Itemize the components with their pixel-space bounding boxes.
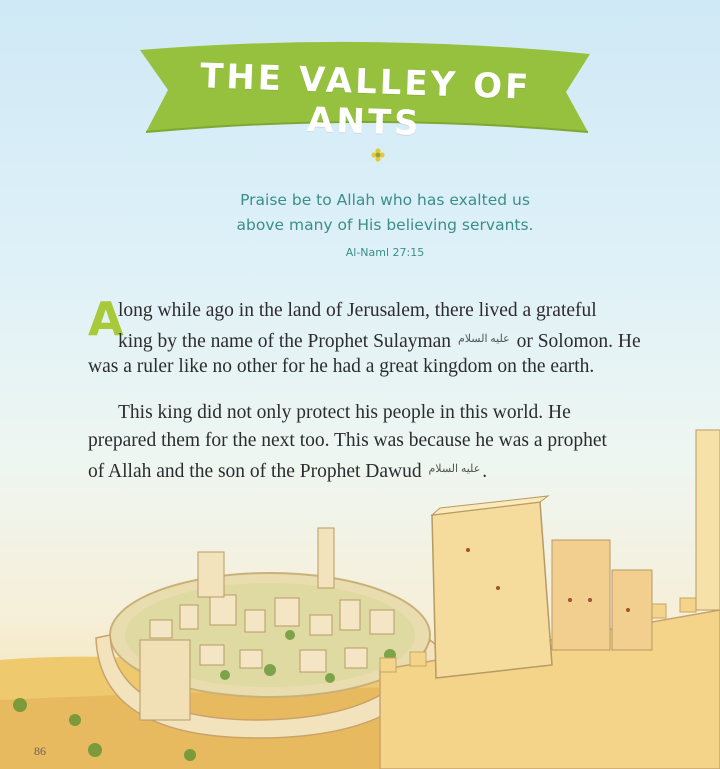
drop-cap: A (88, 292, 124, 346)
page-title: THE VALLEY OF ANTS (199, 56, 532, 144)
paragraph-2-line-2: prepared them for the next too. This was because he was a prophet (88, 430, 607, 451)
quote-line-2: above many of His believing servants. (236, 216, 534, 234)
paragraph-1-line-2b: or Solomon. He (516, 331, 641, 352)
paragraph-2-line-3: of Allah and the son of the Prophet Dawud $^{عليه السلام}$ . (88, 461, 488, 482)
quote-reference: Al-Naml 27:15 (345, 246, 425, 259)
paragraph-1-line-2 (118, 326, 641, 355)
flower-ornament-icon (371, 148, 385, 162)
paragraph-2-line-3-text: of Allah and the son of the Prophet Dawud (88, 461, 422, 482)
title-banner (140, 40, 590, 145)
quote-line-1: Praise be to Allah who has exalted us (240, 191, 530, 209)
paragraph-1-line-1: long while ago in the land of Jerusalem, there lived a grateful (118, 300, 597, 321)
page-number: 86 (34, 744, 46, 758)
paragraph-1-line-3: was a ruler like no other for he had a great kingdom on the earth. (88, 356, 595, 377)
jerusalem-city-illustration (0, 420, 720, 769)
paragraph-2-line-1: This king did not only protect his people in this world. He (118, 402, 571, 423)
honorific-glyph: عليه السلام (457, 333, 510, 345)
paragraph-1-line-2a: king by the name of the Prophet Sulayman (118, 331, 452, 352)
honorific-glyph-2: عليه السلام (428, 463, 481, 475)
